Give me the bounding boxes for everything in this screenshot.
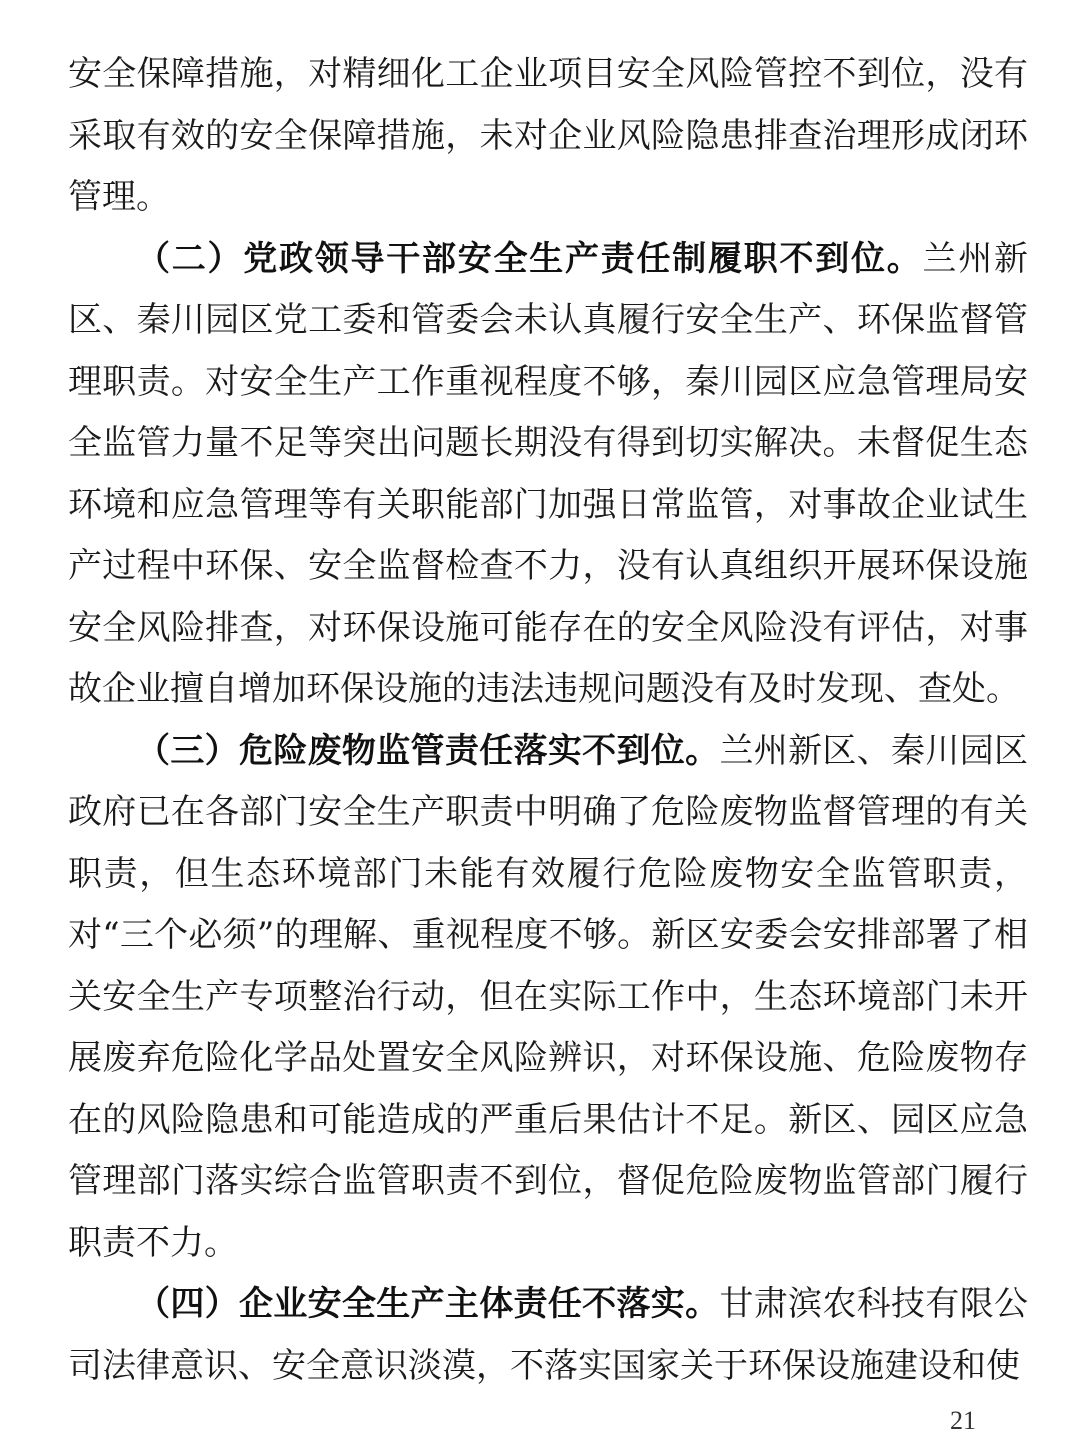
- paragraph-text: 兰州新区、秦川园区党工委和管委会未认真履行安全生产、环保监督管理职责。对安全生产工作重视程度不够，秦川园区应急管理局安全监管力量不足等突出问题长期没有得到切实解决。未督促生态环境和应急管理等有关职能部门加强日常监管，对事故企业试生产过程中环保、安全监督检查不力，没有认真组织开展环保设施安全风险排查，对环保设施可能存在的安全风险没有评估，对事故企业擅自增加环保设施的违法违规问题没有及时发现、查处。: [68, 238, 1028, 709]
- section-heading: （二）党政领导干部安全生产责任制履职不到位。: [136, 238, 923, 279]
- section-heading: （三）危险废物监管责任落实不到位。: [136, 730, 720, 771]
- paragraph-section-2: [68, 229, 1028, 721]
- document-page: [68, 44, 1028, 1397]
- paragraph-continuation: [68, 44, 1028, 229]
- section-heading: （四）企业安全生产主体责任不落实。: [136, 1284, 720, 1324]
- paragraph-text: 安全保障措施，对精细化工企业项目安全风险管控不到位，没有采取有效的安全保障措施，未对企业风险隐患排查治理形成闭环管理。: [68, 54, 1028, 217]
- paragraph-text: 甘肃滨农科技有限公司法律意识、安全意识淡漠，不落实国家关于环保设施建设和使: [68, 1284, 1029, 1386]
- paragraph-section-4: [68, 1274, 1028, 1397]
- paragraph-text: 兰州新区、秦川园区政府已在各部门安全生产职责中明确了危险废物监督管理的有关职责，但生态环境部门未能有效履行危险废物安全监管职责，对“三个必须”的理解、重视程度不够。新区安委会安排部署了相关安全生产专项整治行动，但在实际工作中，生态环境部门未开展废弃危险化学品处置安全风险辨识，对环保设施、危险废物存在的风险隐患和可能造成的严重后果估计不足。新区、园区应急管理部门落实综合监管职责不到位，督促危险废物监管部门履行职责不力。: [68, 730, 1029, 1263]
- page-number: 21: [950, 1406, 976, 1435]
- paragraph-section-3: [68, 721, 1028, 1275]
